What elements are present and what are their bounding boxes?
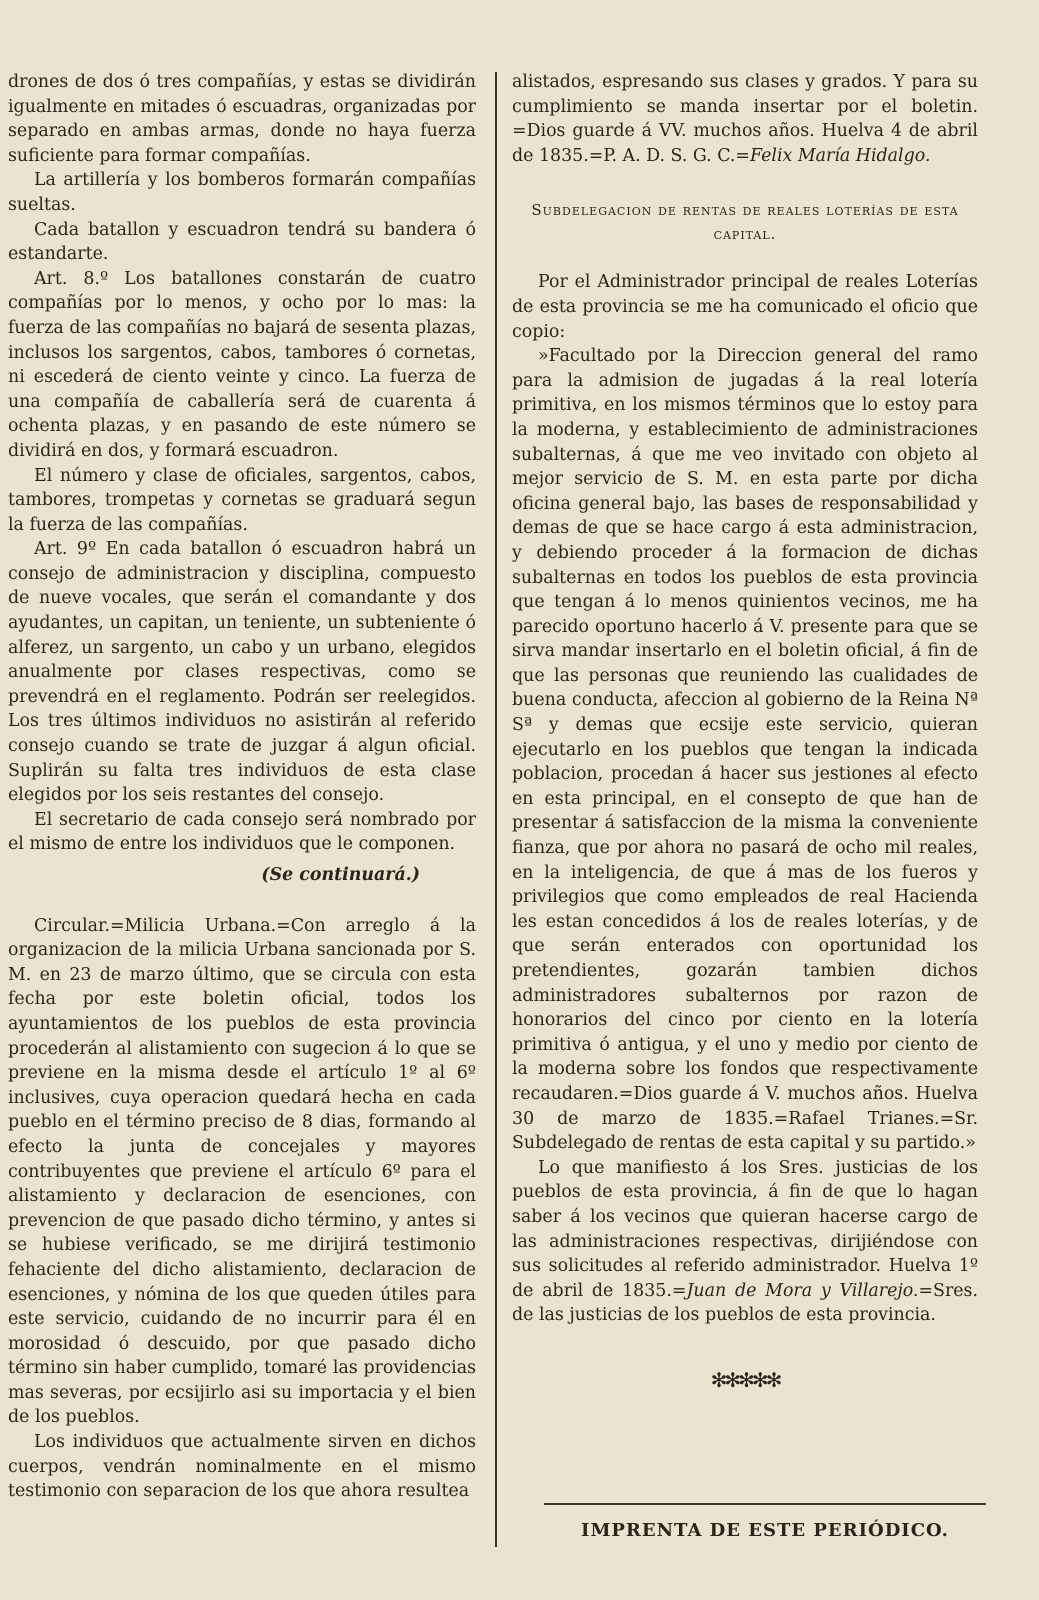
paragraph-text: =Sres. de las justicias de los pueblos de esta provincia. <box>512 1280 978 1326</box>
paragraph: La artillería y los bomberos formarán compañías sueltas. <box>8 170 476 215</box>
paragraph <box>512 1156 978 1328</box>
continuation-note: (Se continuará.) <box>261 865 420 885</box>
paragraph: El número y clase de oficiales, sargentos, cabos, tambores, trompetas y cornetas se graduará segun la fuerza de las compañías. <box>8 465 476 535</box>
signature: Juan de Mora y Villarejo. <box>686 1280 919 1301</box>
paragraph: drones de dos ó tres compañías, y estas se dividirán igualmente en mitades ó escuadras, organizadas por separado en ambas armas, donde no haya fuerza suficiente para formar compañías. <box>8 72 476 166</box>
footer-rule <box>544 1503 986 1505</box>
paragraph: Los individuos que actualmente sirven en dichos cuerpos, vendrán nominalmente en el mismo testimonio con separacion de los que ahora resultea <box>8 1432 476 1502</box>
paragraph-art-9: Art. 9º En cada batallon ó escuadron habrá un consejo de administracion y disciplina, compuesto de nueve vocales, que serán el comandante y dos ayudantes, un capitan, un teniente, un subteniente ó alferez, un sargento, un cabo y un urbano, elegidos anualmente por clases respectivas, como se prevendrá en el reglamento. Podrán ser reelegidos. Los tres últimos individuos no asistirán al referido consejo cuando se trate de juzgar á algun oficial. Suplirán su falta tres individuos de esta clase elegidos por los seis restantes del consejo. <box>8 539 476 806</box>
section-heading: Subdelegacion de rentas de reales loterías de esta capital. <box>531 201 959 244</box>
printer-imprint: IMPRENTA DE ESTE PERIÓDICO. <box>581 1520 949 1541</box>
signature: Felix María Hidalgo. <box>750 145 931 166</box>
paragraph: El secretario de cada consejo será nombrado por el mismo de entre los individuos que le componen. <box>8 809 476 855</box>
quoted-oficio: »Facultado por la Direccion general del ramo para la admision de jugadas á la real lotería primitiva, en los mismos términos que lo estoy para la moderna, y establecimiento de administraciones subalternas, á que me veo invitado con objeto al mejor servicio de S. M. en esta parte por dicha oficina general bajo, las bases de responsabilidad y demas de que se hace cargo á esta administracion, y debiendo proceder á la formacion de dichas subalternas en todos los pueblos de esta provincia que tengan á lo menos quinientos vecinos, me ha parecido oportuno hacerlo á V. presente para que se sirva mandar insertarlo en el boletin oficial, á fin de que las personas que reuniendo las cualidades de buena conducta, afeccion al gobierno de la Reina Nª Sª y demas que ecsije este servicio, quieran ejecutarlo en los pueblos que tengan la indicada poblacion, procedan á hacer sus jestiones al efecto en esta principal, en el consepto de que han de presentar á satisfaccion de la misma la conveniente fianza, que por ahora no pasará de ocho mil reales, en la inteligencia, de que á mas de los fueros y privilegios que como empleados de real Hacienda les estan concedidos á los de reales loterías, y de que serán enterados con oportunidad los pretendientes, gozarán tambien dichos administradores subalternos por razon de honorarios del cinco por ciento en la lotería primitiva ó antigua, y el uno y medio por ciento de la moderna sobre los fondos que respectivamente recaudaren.=Dios guarde á V. muchos años. Huelva 30 de marzo de 1835.=Rafael Trianes.=Sr. Subdelegado de rentas de esta capital y su partido.» <box>512 346 978 1154</box>
right-column <box>512 70 978 1421</box>
paragraph: Cada batallon y escuadron tendrá su bandera ó estandarte. <box>8 219 476 265</box>
circular-paragraph: Circular.=Milicia Urbana.=Con arreglo á la organizacion de la milicia Urbana sancionada por S. M. en 23 de marzo último, que se circula con esta fecha por este boletin oficial, todos los ayuntamientos de los pueblos de esta provincia procederán al alistamiento con sugecion á lo que se previene en la misma desde el artículo 1º al 6º inclusives, cuya operacion quedará hecha en cada pueblo en el término preciso de 8 dias, formando al efecto la junta de concejales y mayores contribuyentes que previene el artículo 6º para el alistamiento y declaracion de esenciones, con prevencion de que pasado dicho término, y antes si se hubiese verificado, se me dirijirá testimonio fehaciente del dicho alistamiento, declaracion de esenciones, y nómina de los que queden útiles para este servicio, cuidando de no incurrir para él en morosidad ó descuido, por que pasado dicho término sin haber cumplido, tomaré las providencias mas severas, por ecsijirlo asi su importacia y el bien de los pueblos. <box>8 915 476 1428</box>
left-column <box>8 70 476 1504</box>
paragraph-text: Lo que manifiesto á los Sres. justicias de los pueblos de esta provincia, á fin de que lo hagan saber á los vecinos que quieran hacerse cargo de las administraciones respectivas, dirijiéndose con sus solicitudes al referido administrador. Huelva 1º de abril de 1835.= <box>512 1157 978 1301</box>
paragraph <box>512 70 978 168</box>
paragraph-art-8: Art. 8.º Los batallones constarán de cuatro compañías por lo menos, y ocho por lo mas: la fuerza de las compañías no bajará de sesenta plazas, inclusos los sargentos, cabos, tambores ó cornetas, ni escederá de ciento veinte y cinco. La fuerza de una compañía de caballería será de cuarenta á ochenta plazas, y en pasando de este número se dividirá en dos, y formará escuadron. <box>8 268 476 461</box>
ornament-icon: ✻✻✻✻✻ <box>710 1367 780 1392</box>
paragraph-text: alistados, espresando sus clases y grados. Y para su cumplimiento se manda insertar por el boletin. =Dios guarde á VV. muchos años. Huelva 4 de abril de 1835.=P. A. D. S. G. C.= <box>512 72 978 166</box>
paragraph: Por el Administrador principal de reales Loterías de esta provincia se me ha comunicado el oficio que copio: <box>512 272 978 342</box>
column-divider <box>495 72 497 1547</box>
